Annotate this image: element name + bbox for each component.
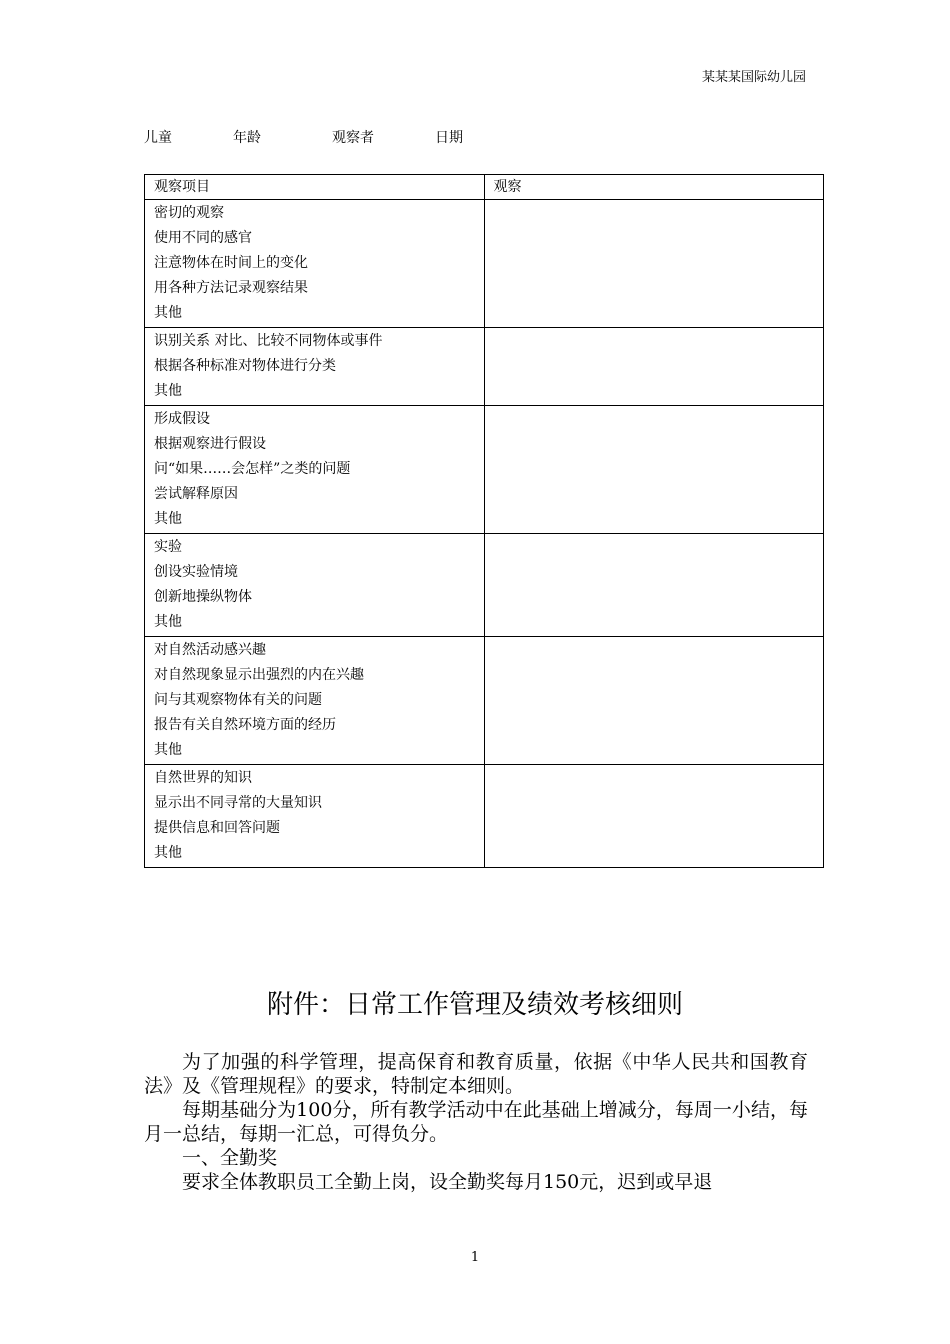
meta-age: 年龄 (233, 130, 261, 146)
table-row (145, 637, 824, 765)
col-obs-header: 观察 (484, 175, 824, 200)
observation-item-cell (145, 637, 485, 765)
observation-item-line: 实验 (154, 539, 182, 555)
observation-item-line: 提供信息和回答问题 (154, 820, 280, 836)
observation-entry-cell[interactable] (484, 637, 824, 765)
observation-item-line: 形成假设 (154, 411, 210, 427)
observation-item-line: 注意物体在时间上的变化 (154, 255, 308, 271)
observation-item-line: 密切的观察 (154, 205, 224, 221)
paragraph: 一、全勤奖 (182, 1147, 278, 1169)
observation-entry-cell[interactable] (484, 534, 824, 637)
observation-item-line: 问“如果……会怎样”之类的问题 (154, 461, 351, 477)
observation-item-line: 用各种方法记录观察结果 (154, 280, 308, 296)
observation-item-line: 其他 (154, 383, 182, 399)
observation-item-line: 其他 (154, 511, 182, 527)
header-org: 某某某国际幼儿园 (701, 70, 806, 85)
observation-item-line: 其他 (154, 305, 182, 321)
observation-item-line: 创设实验情境 (154, 564, 238, 580)
observation-item-line: 使用不同的感官 (154, 230, 252, 246)
observation-item-cell (145, 328, 485, 406)
table-row (145, 406, 824, 534)
observation-item-line: 根据各种标准对物体进行分类 (154, 358, 336, 374)
observation-table (144, 174, 824, 868)
document-title: 附件：日常工作管理及绩效考核细则 (266, 990, 683, 1020)
table-row (145, 328, 824, 406)
observation-item-line: 显示出不同寻常的大量知识 (154, 795, 322, 811)
paragraph: 要求全体教职员工全勤上岗，设全勤奖每月150元，迟到或早退 (182, 1171, 713, 1193)
observation-item-line: 其他 (154, 845, 182, 861)
observation-item-line: 识别关系 对比、比较不同物体或事件 (154, 333, 383, 349)
observation-entry-cell[interactable] (484, 200, 824, 328)
table-row (145, 200, 824, 328)
observation-item-line: 其他 (154, 742, 182, 758)
observation-item-cell (145, 406, 485, 534)
observation-entry-cell[interactable] (484, 406, 824, 534)
body-text (144, 1050, 808, 1194)
observation-item-line: 问与其观察物体有关的问题 (154, 692, 322, 708)
observation-item-cell (145, 534, 485, 637)
observation-item-cell (145, 765, 485, 868)
observation-entry-cell[interactable] (484, 765, 824, 868)
observation-item-line: 对自然现象显示出强烈的内在兴趣 (154, 667, 364, 683)
paragraph: 每期基础分为100分，所有教学活动中在此基础上增减分，每周一小结，每月一总结，每期一汇总，可得负分。 (144, 1099, 808, 1145)
page-number: 1 (470, 1250, 480, 1265)
meta-child: 儿童 (144, 130, 172, 146)
observation-entry-cell[interactable] (484, 328, 824, 406)
observation-item-line: 其他 (154, 614, 182, 630)
paragraph: 为了加强的科学管理，提高保育和教育质量，依据《中华人民共和国教育法》及《管理规程》的要求，特制定本细则。 (144, 1051, 808, 1097)
table-header-row (145, 175, 824, 200)
observation-item-cell (145, 200, 485, 328)
col-item-header: 观察项目 (145, 175, 485, 200)
table-row (145, 765, 824, 868)
table-row (145, 534, 824, 637)
meta-date: 日期 (435, 130, 463, 146)
meta-observer: 观察者 (332, 130, 374, 146)
observation-item-line: 尝试解释原因 (154, 486, 238, 502)
observation-item-line: 自然世界的知识 (154, 770, 252, 786)
observation-item-line: 对自然活动感兴趣 (154, 642, 266, 658)
observation-item-line: 创新地操纵物体 (154, 589, 252, 605)
observation-item-line: 报告有关自然环境方面的经历 (154, 717, 336, 733)
observation-item-line: 根据观察进行假设 (154, 436, 266, 452)
